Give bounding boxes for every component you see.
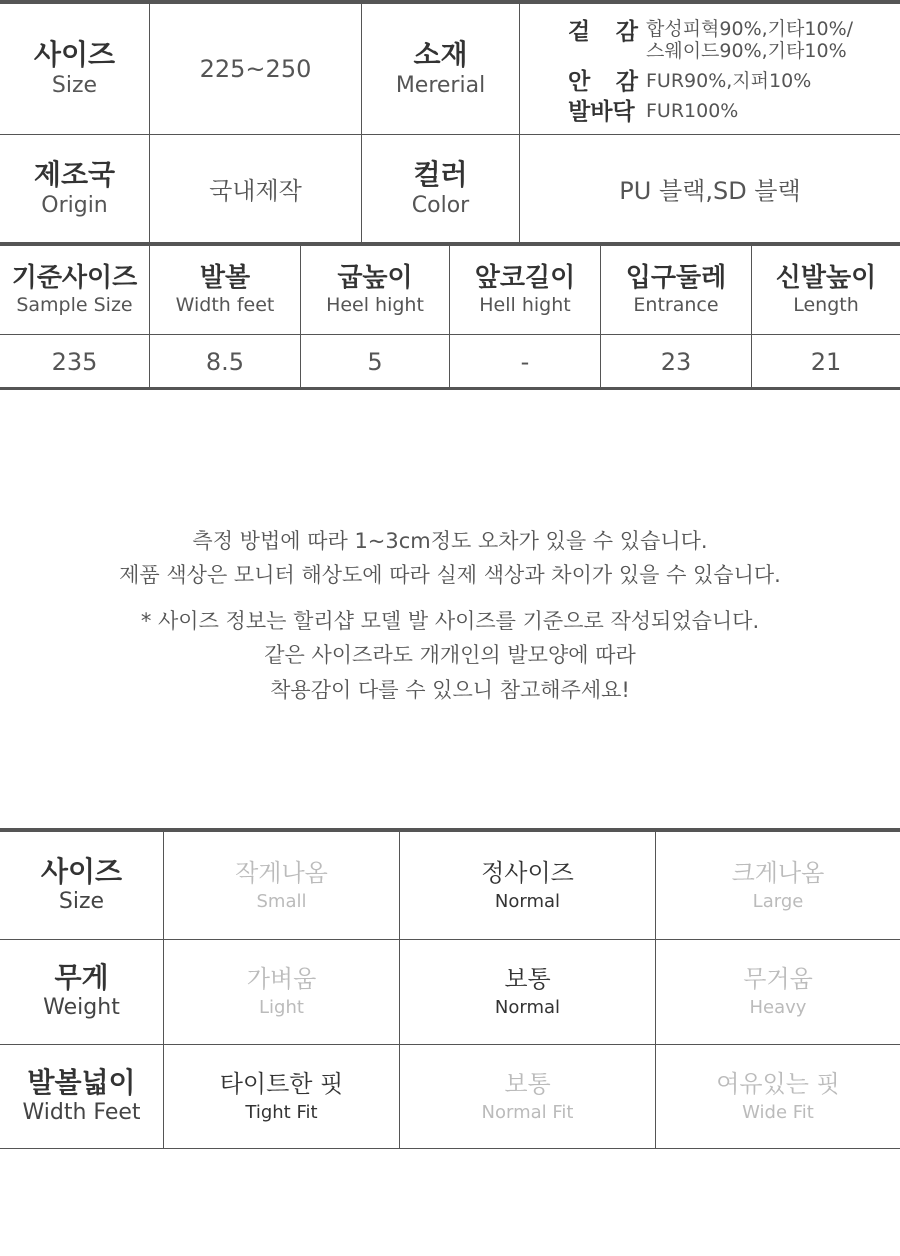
material-outer-text-1: 합성피혁90%,기타10%/	[646, 18, 854, 40]
fit-width-label-en: Width Feet	[22, 1099, 141, 1125]
note-line-1: 측정 방법에 따라 1~3cm정도 오차가 있을 수 있습니다.	[192, 529, 708, 553]
color-value-cell	[520, 135, 900, 242]
size-value-cell	[150, 4, 361, 134]
measure-header-kr: 신발높이	[775, 263, 877, 293]
color-label-en: Color	[411, 192, 470, 218]
fit-option-en: Normal Fit	[481, 1101, 574, 1123]
fit-option-kr: 무거움	[743, 965, 813, 993]
measure-value-cell	[752, 335, 900, 388]
fit-size-option-normal	[400, 832, 655, 939]
origin-value-cell	[150, 135, 361, 242]
measure-value: 8.5	[205, 347, 245, 376]
fit-weight-option-heavy	[656, 940, 900, 1044]
measure-header-en: Entrance	[633, 294, 719, 316]
measure-header-kr: 발볼	[199, 263, 251, 293]
material-sole-text	[646, 100, 738, 122]
measure-value-cell	[150, 335, 300, 388]
material-outer-label-1: 겉	[568, 19, 591, 45]
fit-size-option-large	[656, 832, 900, 939]
material-inner-label	[568, 68, 638, 96]
fit-table-bottom-border	[0, 1148, 900, 1149]
material-sole-label-text: 발바닥	[568, 99, 635, 125]
measure-header-entrance	[601, 246, 751, 334]
measure-value-cell	[601, 335, 751, 388]
material-sole-row	[568, 98, 738, 126]
material-label-en: Mererial	[395, 73, 486, 98]
material-sole-text-1: FUR100%	[646, 100, 739, 122]
measure-header-kr: 굽높이	[337, 263, 413, 293]
fit-option-kr: 보통	[504, 1069, 551, 1098]
measure-header-en: Heel hight	[326, 294, 424, 316]
fit-option-kr: 정사이즈	[481, 858, 574, 887]
measure-header-en: Hell hight	[479, 294, 571, 316]
measure-header-en: Length	[793, 294, 859, 316]
origin-label-cell	[0, 135, 149, 242]
fit-weight-option-normal	[400, 940, 655, 1044]
material-inner-label-2: 감	[615, 69, 638, 95]
material-outer-text	[646, 18, 853, 62]
measure-value: 235	[51, 347, 98, 376]
measure-header-toe-length	[450, 246, 600, 334]
note-line-2: 제품 색상은 모니터 해상도에 따라 실제 색상과 차이가 있을 수 있습니다.	[119, 563, 781, 587]
measure-value-cell	[450, 335, 600, 388]
material-outer-label	[568, 18, 638, 46]
measure-header-sample-size	[0, 246, 149, 334]
fit-width-label	[0, 1045, 163, 1148]
fit-option-en: Light	[259, 997, 304, 1018]
measure-value: 21	[810, 347, 842, 376]
note-line-4: 같은 사이즈라도 개개인의 발모양에 따라	[264, 643, 636, 667]
measure-table-bottom-border	[0, 387, 900, 390]
color-value: PU 블랙,SD 블랙	[619, 177, 801, 205]
fit-option-en: Tight Fit	[245, 1101, 318, 1123]
measure-value: -	[520, 347, 530, 376]
fit-option-kr: 크게나옴	[731, 858, 825, 887]
measure-header-en: Width feet	[175, 294, 275, 316]
material-inner-text	[646, 70, 811, 92]
fit-weight-label-kr: 무게	[54, 961, 109, 994]
fit-weight-option-light	[164, 940, 399, 1044]
fit-width-option-tight	[164, 1045, 399, 1148]
size-label-en: Size	[51, 73, 98, 98]
note-line-3: * 사이즈 정보는 할리샵 모델 발 사이즈를 기준으로 작성되었습니다.	[140, 609, 760, 633]
color-label-cell	[362, 135, 519, 242]
measure-value: 5	[367, 347, 383, 376]
fit-option-en: Normal	[494, 997, 561, 1018]
measure-header-kr: 앞코길이	[474, 263, 576, 293]
measure-header-kr: 입구둘레	[625, 263, 727, 293]
fit-size-label-kr: 사이즈	[40, 854, 123, 888]
material-inner-label-1: 안	[568, 69, 591, 95]
fit-option-en: Large	[752, 890, 804, 912]
fit-option-kr: 가벼움	[246, 965, 317, 993]
material-inner-text-1: FUR90%,지퍼10%	[646, 70, 812, 92]
material-outer-label-2: 감	[615, 19, 638, 45]
fit-weight-label	[0, 940, 163, 1044]
material-inner-row	[568, 68, 811, 96]
fit-option-en: Heavy	[749, 997, 807, 1018]
measure-header-en: Sample Size	[16, 294, 133, 316]
fit-size-label-en: Size	[58, 888, 105, 914]
divider	[519, 4, 520, 134]
measure-value-cell	[0, 335, 149, 388]
fit-option-en: Wide Fit	[742, 1101, 814, 1123]
fit-option-en: Normal	[494, 890, 561, 912]
material-outer-text-2: 스웨이드90%,기타10%	[646, 40, 847, 62]
size-label-kr: 사이즈	[33, 38, 116, 71]
fit-size-option-small	[164, 832, 399, 939]
fit-width-option-normal	[400, 1045, 655, 1148]
measure-value: 23	[660, 347, 692, 376]
measure-header-heel-height	[301, 246, 449, 334]
fit-size-label	[0, 832, 163, 939]
material-label-kr: 소재	[413, 38, 468, 71]
fit-option-kr: 작게나옴	[235, 858, 328, 887]
measure-header-shoe-height	[752, 246, 900, 334]
measure-value-cell	[301, 335, 449, 388]
size-value: 225~250	[199, 55, 312, 83]
note-line-5: 착용감이 다를 수 있으니 참고해주세요!	[270, 678, 630, 702]
fit-option-kr: 여유있는 핏	[716, 1069, 840, 1098]
material-outer-row	[568, 18, 853, 62]
origin-label-en: Origin	[41, 192, 108, 218]
material-sole-label	[568, 98, 638, 126]
fit-option-kr: 타이트한 핏	[219, 1069, 344, 1098]
fit-width-option-wide	[656, 1045, 900, 1148]
measure-header-width-feet	[150, 246, 300, 334]
fit-option-kr: 보통	[504, 965, 551, 993]
fit-width-label-kr: 발볼넓이	[27, 1065, 136, 1099]
origin-value: 국내제작	[209, 177, 302, 205]
material-label-cell	[362, 4, 519, 134]
measure-header-kr: 기준사이즈	[11, 263, 138, 293]
fit-option-en: Small	[256, 890, 307, 912]
size-label-cell	[0, 4, 149, 134]
fit-weight-label-en: Weight	[43, 995, 120, 1020]
color-label-kr: 컬러	[413, 157, 468, 191]
origin-label-kr: 제조국	[33, 157, 116, 191]
